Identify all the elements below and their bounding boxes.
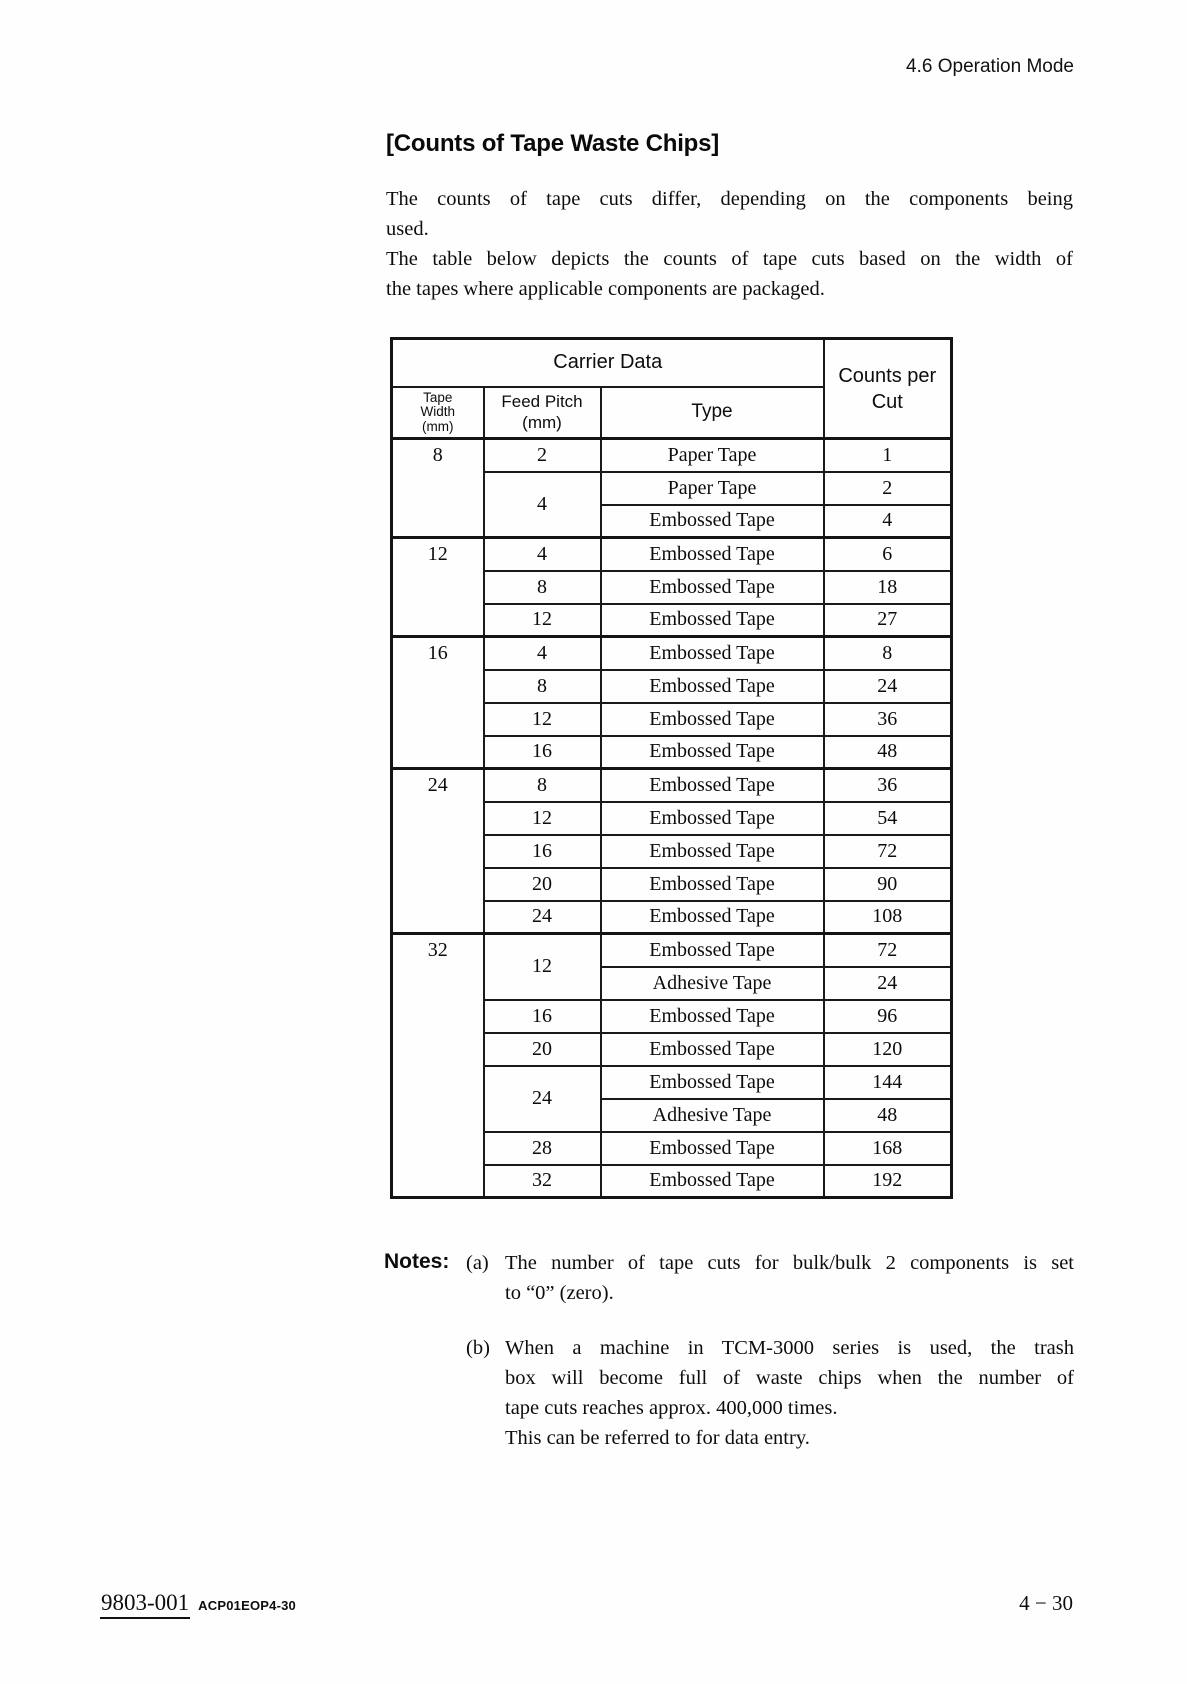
feed-pitch-cell: 16: [484, 835, 601, 868]
tape-width-cell: 32: [392, 934, 484, 1198]
type-cell: Embossed Tape: [601, 802, 824, 835]
feed-pitch-cell: 12: [484, 604, 601, 637]
text-line: box will become full of waste chips when the number of: [505, 1367, 1074, 1389]
feed-pitch-cell: 20: [484, 868, 601, 901]
type-cell: Embossed Tape: [601, 1033, 824, 1066]
type-cell: Embossed Tape: [601, 604, 824, 637]
type-cell: Paper Tape: [601, 439, 824, 472]
tape-width-cell: 24: [392, 769, 484, 934]
count-cell: 72: [824, 835, 952, 868]
type-cell: Embossed Tape: [601, 1132, 824, 1165]
type-cell: Embossed Tape: [601, 1066, 824, 1099]
type-cell: Paper Tape: [601, 472, 824, 505]
feed-pitch-cell: 20: [484, 1033, 601, 1066]
feed-pitch-cell: 24: [484, 1066, 601, 1132]
type-cell: Embossed Tape: [601, 934, 824, 967]
count-cell: 18: [824, 571, 952, 604]
count-cell: 54: [824, 802, 952, 835]
table-row: [392, 538, 952, 571]
count-cell: 36: [824, 769, 952, 802]
tape-waste-chips-table: [390, 337, 953, 1199]
type-cell: Embossed Tape: [601, 1000, 824, 1033]
type-header: Type: [601, 387, 824, 439]
table-row: [392, 769, 952, 802]
count-cell: 36: [824, 703, 952, 736]
count-cell: 144: [824, 1066, 952, 1099]
text-line: tape cuts reaches approx. 400,000 times.: [505, 1397, 838, 1419]
count-cell: 48: [824, 736, 952, 769]
intro-paragraphs: [386, 184, 1073, 304]
count-cell: 120: [824, 1033, 952, 1066]
text-line: This can be referred to for data entry.: [505, 1427, 810, 1449]
note-a: [466, 1248, 1074, 1308]
paragraph: [386, 184, 1073, 244]
type-cell: Embossed Tape: [601, 1165, 824, 1198]
type-cell: Embossed Tape: [601, 505, 824, 538]
type-cell: Adhesive Tape: [601, 1099, 824, 1132]
feed-pitch-cell: 28: [484, 1132, 601, 1165]
feed-pitch-cell: 16: [484, 736, 601, 769]
count-cell: 24: [824, 670, 952, 703]
feed-pitch-cell: 12: [484, 703, 601, 736]
page-number: 4 − 30: [1019, 1591, 1073, 1615]
count-cell: 6: [824, 538, 952, 571]
count-cell: 48: [824, 1099, 952, 1132]
table-header-row: [392, 339, 952, 387]
feed-pitch-cell: 8: [484, 571, 601, 604]
notes-label: Notes:: [384, 1250, 450, 1273]
header-line: Width: [420, 404, 455, 419]
feed-pitch-cell: 4: [484, 472, 601, 538]
doc-number: 9803-001: [100, 1590, 190, 1619]
header-line: (mm): [422, 418, 454, 434]
section-title: [Counts of Tape Waste Chips]: [386, 130, 720, 157]
footer: [100, 1590, 296, 1619]
count-cell: 168: [824, 1132, 952, 1165]
carrier-data-header: Carrier Data: [392, 339, 824, 387]
counts-per-cut-header: [824, 339, 952, 439]
text-line: the tapes where applicable components are packaged.: [386, 278, 825, 300]
doc-code: ACP01EOP4-30: [198, 1598, 296, 1613]
count-cell: 72: [824, 934, 952, 967]
text-line: to “0” (zero).: [505, 1282, 614, 1304]
feed-pitch-cell: 32: [484, 1165, 601, 1198]
count-cell: 4: [824, 505, 952, 538]
type-cell: Embossed Tape: [601, 736, 824, 769]
feed-pitch-cell: 8: [484, 769, 601, 802]
type-cell: Embossed Tape: [601, 703, 824, 736]
count-cell: 90: [824, 868, 952, 901]
text-line: The counts of tape cuts differ, depending on the components being: [386, 188, 1073, 210]
note-text: [505, 1248, 1074, 1308]
header-line: Tape: [423, 389, 453, 405]
text-line: The table below depicts the counts of tape cuts based on the width of: [386, 248, 1073, 270]
count-cell: 27: [824, 604, 952, 637]
feed-pitch-header: [484, 387, 601, 439]
type-cell: Embossed Tape: [601, 538, 824, 571]
count-cell: 2: [824, 472, 952, 505]
feed-pitch-cell: 12: [484, 802, 601, 835]
text-line: The number of tape cuts for bulk/bulk 2 components is set: [505, 1252, 1074, 1274]
feed-pitch-cell: 12: [484, 934, 601, 1000]
feed-pitch-cell: 2: [484, 439, 601, 472]
type-cell: Adhesive Tape: [601, 967, 824, 1000]
feed-pitch-cell: 4: [484, 637, 601, 670]
type-cell: Embossed Tape: [601, 637, 824, 670]
paragraph: [386, 244, 1073, 304]
page-header-section: 4.6 Operation Mode: [906, 56, 1074, 77]
count-cell: 24: [824, 967, 952, 1000]
feed-pitch-cell: 8: [484, 670, 601, 703]
count-cell: 8: [824, 637, 952, 670]
type-cell: Embossed Tape: [601, 670, 824, 703]
tape-width-cell: 12: [392, 538, 484, 637]
table-row: [392, 637, 952, 670]
type-cell: Embossed Tape: [601, 571, 824, 604]
header-line: (mm): [522, 413, 562, 433]
table-row: [392, 934, 952, 967]
header-line: Counts per: [838, 364, 937, 387]
type-cell: Embossed Tape: [601, 835, 824, 868]
type-cell: Embossed Tape: [601, 868, 824, 901]
tape-width-header: [392, 387, 484, 439]
note-marker: (a): [466, 1252, 489, 1274]
tape-width-cell: 16: [392, 637, 484, 769]
text-line: When a machine in TCM-3000 series is used, the trash: [505, 1337, 1074, 1359]
tape-width-cell: 8: [392, 439, 484, 538]
feed-pitch-cell: 4: [484, 538, 601, 571]
count-cell: 96: [824, 1000, 952, 1033]
feed-pitch-cell: 16: [484, 1000, 601, 1033]
note-b: [466, 1333, 1074, 1453]
header-line: Feed Pitch: [501, 392, 583, 412]
header-line: Cut: [871, 390, 903, 413]
note-text: [505, 1333, 1074, 1453]
feed-pitch-cell: 24: [484, 901, 601, 934]
text-line: used.: [386, 218, 429, 240]
count-cell: 1: [824, 439, 952, 472]
count-cell: 108: [824, 901, 952, 934]
note-marker: (b): [466, 1337, 490, 1359]
table-row: [392, 439, 952, 472]
type-cell: Embossed Tape: [601, 769, 824, 802]
count-cell: 192: [824, 1165, 952, 1198]
type-cell: Embossed Tape: [601, 901, 824, 934]
